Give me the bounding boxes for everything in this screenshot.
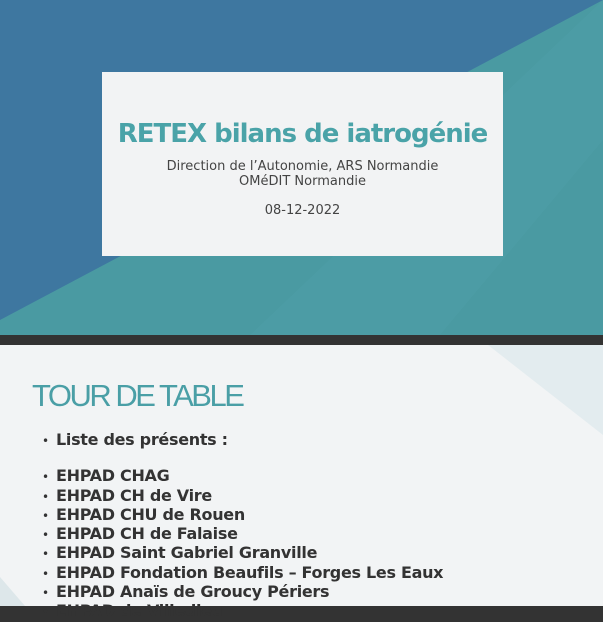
list-item-label: EHPAD CH de Falaise (56, 524, 238, 544)
attendee-list (42, 431, 443, 622)
slide-title: RETEX bilans de iatrogénie (117, 119, 488, 149)
list-item (42, 467, 443, 486)
subtitle-line-2: OMéDIT Normandie (239, 174, 366, 189)
tour-de-table-slide (0, 345, 603, 621)
list-item-label: EHPAD CHU de Rouen (56, 504, 245, 524)
list-item-label: EHPAD CH de Vire (56, 485, 212, 505)
bullet: • (42, 528, 49, 543)
slide-heading: TOUR DE TABLE (32, 378, 243, 413)
list-item (42, 544, 443, 563)
bullet: • (42, 489, 49, 504)
list-item (42, 583, 443, 602)
bullet: • (42, 605, 49, 620)
bullet: • (42, 566, 49, 581)
list-item-label: EHPAD de Villedieu (56, 601, 223, 621)
list-item-label: EHPAD CHAG (56, 466, 170, 486)
slide-date: 08-12-2022 (264, 203, 341, 218)
list-item (42, 431, 443, 450)
list-intro-label: Liste des présents : (56, 430, 228, 449)
bullet: • (42, 508, 49, 523)
bullet: • (42, 470, 49, 485)
subtitle-line-1: Direction de l’Autonomie, ARS Normandie (166, 159, 439, 174)
bullet: • (42, 434, 49, 448)
list-item-label: EHPAD Saint Gabriel Granville (56, 543, 318, 563)
list-item (42, 525, 443, 544)
title-card (102, 72, 503, 256)
list-item (42, 487, 443, 506)
list-item-label: EHPAD Anaïs de Groucy Périers (56, 582, 330, 602)
list-item-label: EHPAD Fondation Beaufils – Forges Les Eaux (56, 562, 444, 582)
bullet: • (42, 547, 49, 562)
list-item (42, 506, 443, 525)
list-item (42, 564, 443, 583)
list-item (42, 602, 443, 621)
bullet: • (42, 586, 49, 601)
